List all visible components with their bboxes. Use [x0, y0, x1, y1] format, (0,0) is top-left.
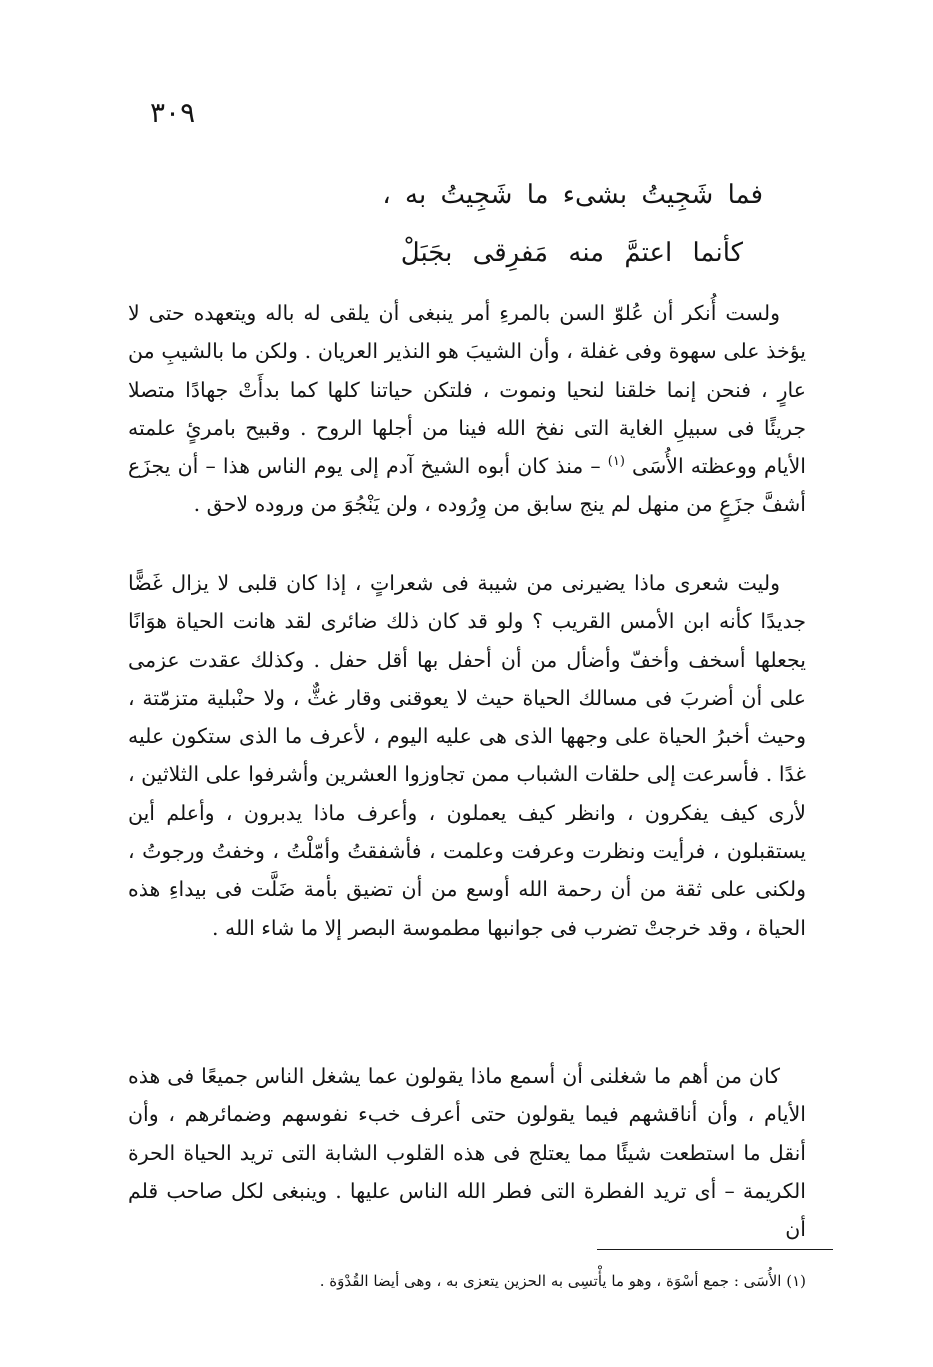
footnote-divider [597, 1249, 833, 1250]
paragraph-1 [128, 294, 806, 524]
paragraph-3 [128, 1057, 806, 1248]
footnote-reference: (١) [607, 454, 625, 470]
paragraph-2-text: وليت شعرى ماذا يضيرنى من شيبة فى شعراتٍ ، إذا كان قلبى لا يزال غَضًّا جديدًا كأنه ابن الأمس القريب ؟ ولو قد كان ذلك ضائرى لقد هانت الحياة هوَانًا يجعلها أسخف وأخفّ وأضأل من أن أحفل بها أقل حفل . وكذلك عقدت عزمى على أن أضربَ فى مسالك الحياة حيث لا يعوقنى وقار غثٌّ ، ولا حنْبلية متزمّتة ، وحيث أخبرُ الحياة على وجهها الذى هى عليه اليوم ، لأعرف ما الذى ستكون عليه غدًا . فأسرعت إلى حلقات الشباب ممن تجاوزوا العشرين وأشرفوا على الثلاثين ، لأرى كيف يفكرون ، وانظر كيف يعملون ، وأعرف ماذا يدبرون ، وأعلم أين يستقبلون ، فرأيت ونظرت وعرفت وعلمت ، فأشفقتُ وأمّلْتُ ، وخفتُ ورجوتُ ، ولكنى على ثقة من أن رحمة الله أوسع من أن تضيق بأمة ضَلَّت فى بيداءِ هذه الحياة ، وقد خرجتْ تضرب فى جوانبها مطموسة البصر إلا ما شاء الله . [128, 571, 806, 940]
paragraph-1-text [128, 294, 806, 524]
paragraph-3-text: كان من أهم ما شغلنى أن أسمع ماذا يقولون عما يشغل الناس جميعًا فى هذه الأيام ، وأن أناقشهم فيما يقولون حتى أعرف خبء نفوسهم وضمائرهم ، وأن أنقل ما استطعت شيئًا مما يعتلج فى هذه القلوب الشابة التى تريد الحياة الحرة الكريمة – أى تريد الفطرة التى فطر الله الناس عليها . وينبغى لكل صاحب قلم أن [128, 1064, 806, 1242]
paragraph-2 [128, 564, 806, 947]
paragraph-1-part-b: – منذ كان أبوه الشيخ آدم إلى يوم الناس هذا – أن يجزَع أشفَّ جزَعٍ من منهل لم ينج سابق من وِرُوده ، ولن يَنْجُوَ من وروده لاحق . [128, 454, 806, 517]
verse-line-1: فما شَجِيتُ بشىء ما شَجِيتُ به ، [382, 180, 763, 210]
page-number: ٣٠٩ [150, 96, 196, 129]
footnote: (١) الأُسَى : جمع أسْوَة ، وهو ما يأْتسِى به الحزين يتعزى به ، وهى أيضا القُدْوَة . [319, 1272, 806, 1290]
paragraph-1-part-a: ولست أُنكر أن عُلوّ السن بالمرءِ أمر ينبغى أن يلقى له باله ويتعهده حتى لا يؤخذ على سهوة وفى غفلة ، وأن الشيبَ هو النذير العريان . ولكن ما بالشيبِ من عارٍ ، فنحن إنما خلقنا لنحيا ونموت ، فلتكن حياتنا كلها كما بدأَتْ جهادًا متصلا جريئًا فى سبيلِ الغاية التى نفخ الله فينا من أجلها الروح . وقبيح بامرئٍ علمته الأيام ووعظته الأُسَى [128, 301, 806, 479]
verse-line-2: كأنما اعتمَّ منه مَفرِقى بجَبَلْ [400, 238, 743, 268]
